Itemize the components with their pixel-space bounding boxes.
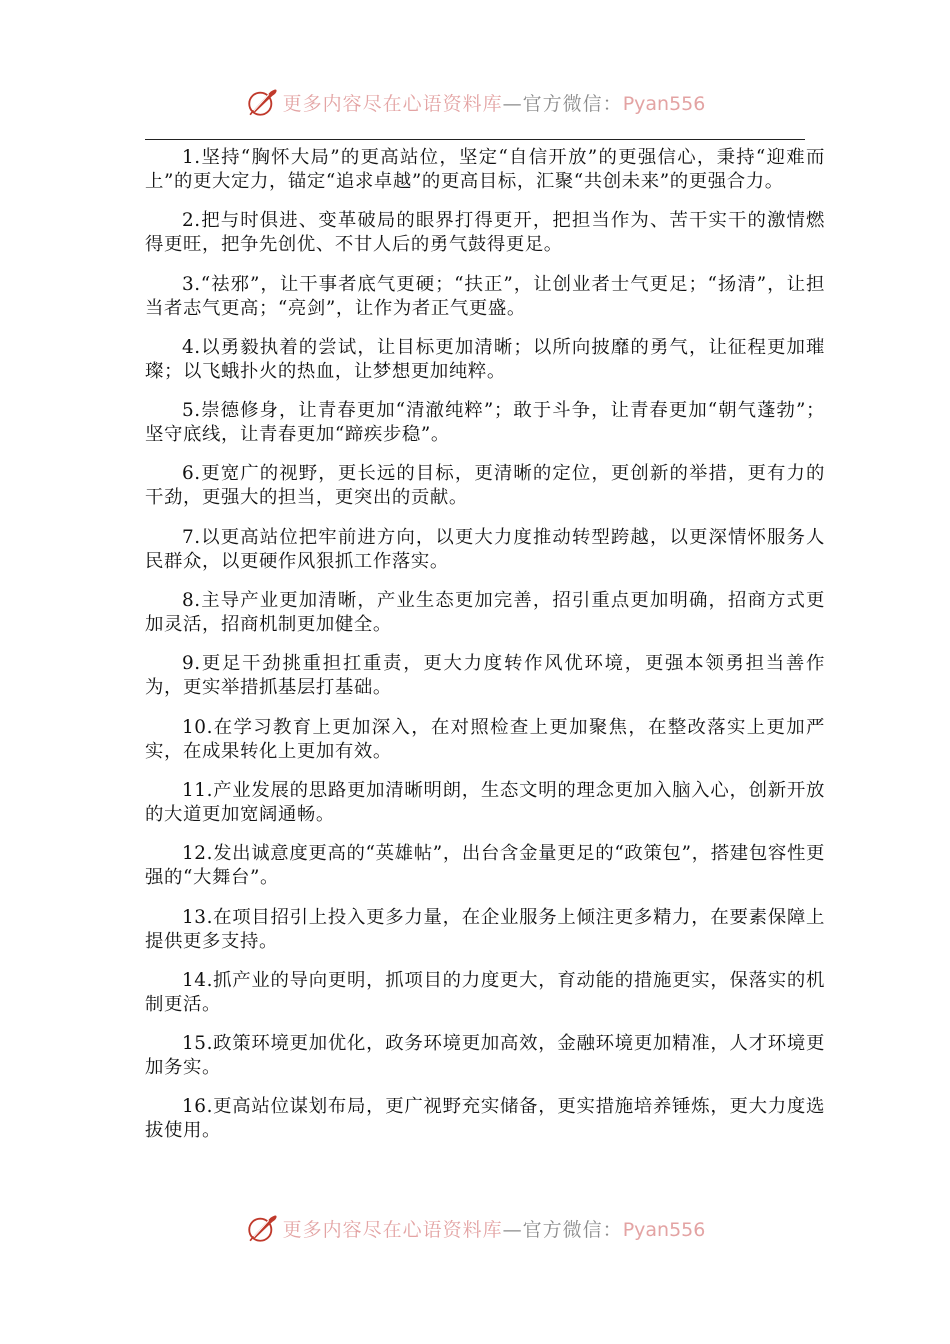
header-slogan: 更多内容尽在心语资料库	[282, 92, 503, 115]
list-item: 2.把与时俱进、变革破局的眼界打得更开，把担当作为、苦干实干的激情燃得更旺，把争先创优、不甘人后的勇气鼓得更足。	[145, 210, 825, 256]
list-item: 12.发出诚意度更高的“英雄帖”，出台含金量更足的“政策包”，搭建包容性更强的“大舞台”。	[145, 843, 825, 889]
list-item: 14.抓产业的导向更明，抓项目的力度更大，育动能的措施更实，保落实的机制更活。	[145, 969, 825, 1015]
list-item: 13.在项目招引上投入更多力量，在企业服务上倾注更多精力，在要素保障上提供更多支持。	[145, 906, 825, 952]
header-separator: —	[502, 92, 523, 115]
list-item: 1.坚持“胸怀大局”的更高站位，坚定“自信开放”的更强信心，秉持“迎难而上”的更大定力，锚定“追求卓越”的更高目标，汇聚“共创未来”的更强合力。	[145, 147, 825, 192]
list-item: 9.更足干劲挑重担扛重责，更大力度转作风优环境，更强本领勇担当善作为，更实举措抓基层打基础。	[145, 653, 825, 699]
header-divider	[145, 139, 805, 140]
list-item: 7.以更高站位把牢前进方向，以更大力度推动转型跨越，以更深情怀服务人民群众，以更硬作风狠抓工作落实。	[145, 526, 825, 572]
footer-wechat-label: 官方微信：	[522, 1218, 623, 1241]
footer-wechat-id: Pyan556	[622, 1218, 706, 1241]
list-item: 8.主导产业更加清晰，产业生态更加完善，招引重点更加明确，招商方式更加灵活，招商机制更加健全。	[145, 590, 825, 636]
document-body	[145, 146, 825, 1159]
list-item: 16.更高站位谋划布局，更广视野充实储备，更实措施培养锤炼，更大力度选拔使用。	[145, 1096, 825, 1142]
footer-separator: —	[502, 1218, 523, 1241]
quill-pen-logo-icon	[245, 1211, 279, 1245]
list-item: 5.崇德修身，让青春更加“清澈纯粹”；敢于斗争，让青春更加“朝气蓬勃”；坚守底线，让青春更加“蹄疾步稳”。	[145, 400, 825, 446]
list-item: 11.产业发展的思路更加清晰明朗，生态文明的理念更加入脑入心，创新开放的大道更加宽阔通畅。	[145, 779, 825, 825]
footer-banner-text	[283, 1215, 706, 1242]
quill-pen-logo-icon	[245, 85, 279, 119]
header-wechat-id: Pyan556	[622, 92, 706, 115]
header-wechat-label: 官方微信：	[522, 92, 623, 115]
footer-slogan: 更多内容尽在心语资料库	[282, 1218, 503, 1241]
footer-banner	[0, 1208, 950, 1248]
list-item: 4.以勇毅执着的尝试，让目标更加清晰；以所向披靡的勇气，让征程更加璀璨；以飞蛾扑火的热血，让梦想更加纯粹。	[145, 336, 825, 382]
header-banner	[0, 82, 950, 122]
list-item: 6.更宽广的视野，更长远的目标，更清晰的定位，更创新的举措，更有力的干劲，更强大的担当，更突出的贡献。	[145, 463, 825, 509]
list-item: 3.“祛邪”，让干事者底气更硬；“扶正”，让创业者士气更足；“扬清”，让担当者志气更高；“亮剑”，让作为者正气更盛。	[145, 273, 825, 319]
list-item: 15.政策环境更加优化，政务环境更加高效，金融环境更加精准，人才环境更加务实。	[145, 1033, 825, 1079]
list-item: 10.在学习教育上更加深入，在对照检查上更加聚焦，在整改落实上更加严实，在成果转化上更加有效。	[145, 716, 825, 762]
header-banner-text	[283, 89, 706, 116]
